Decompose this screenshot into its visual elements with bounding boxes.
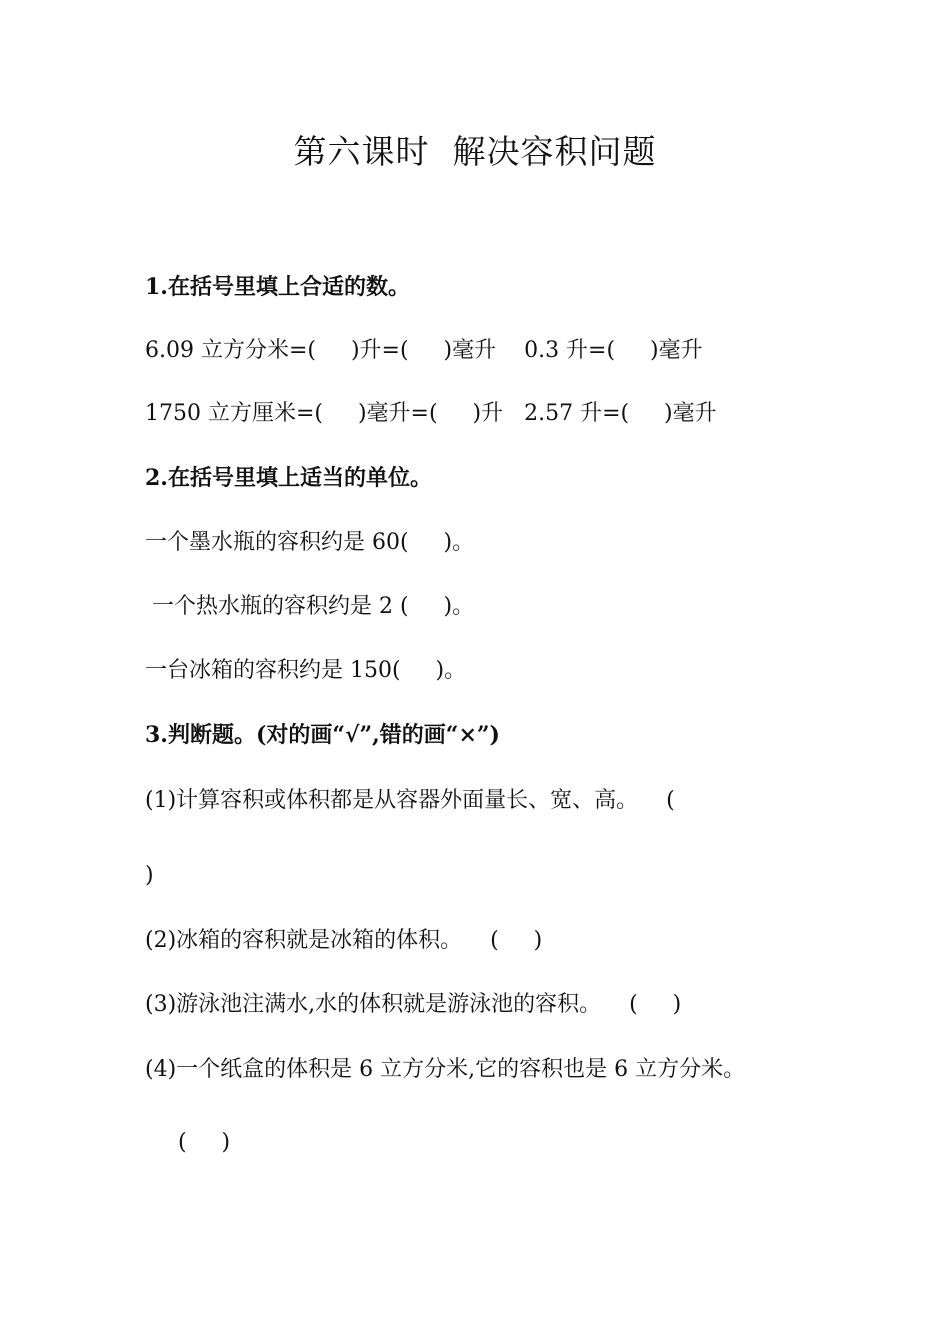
question-2-line-3: 一台冰箱的容积约是 150( )。 <box>145 658 467 683</box>
question-1-line-1: 6.09 立方分米=( )升=( )毫升 0.3 升=( )毫升 <box>145 338 703 363</box>
question-2-line-1: 一个墨水瓶的容积约是 60( )。 <box>145 530 475 555</box>
question-2-line-2: 一个热水瓶的容积约是 2 ( )。 <box>145 594 475 619</box>
question-3-item-1-close: ) <box>145 863 154 888</box>
question-3-item-2: (2)冰箱的容积就是冰箱的体积。 ( ) <box>145 928 543 953</box>
question-3-item-3: (3)游泳池注满水,水的体积就是游泳池的容积。 ( ) <box>145 992 682 1017</box>
question-1-heading: 1.在括号里填上合适的数。 <box>145 274 410 300</box>
question-3-heading: 3.判断题。(对的画“√”,错的画“×”) <box>145 722 500 748</box>
question-1-line-2: 1750 立方厘米=( )毫升=( )升 2.57 升=( )毫升 <box>145 401 717 426</box>
question-3-item-1: (1)计算容积或体积都是从容器外面量长、宽、高。 ( <box>145 788 675 813</box>
question-3-item-4: (4)一个纸盒的体积是 6 立方分米,它的容积也是 6 立方分米。 <box>145 1057 746 1082</box>
question-3-item-4-answer: ( ) <box>178 1130 231 1155</box>
page-title: 第六课时 解决容积问题 <box>293 132 657 171</box>
question-2-heading: 2.在括号里填上适当的单位。 <box>145 465 432 491</box>
